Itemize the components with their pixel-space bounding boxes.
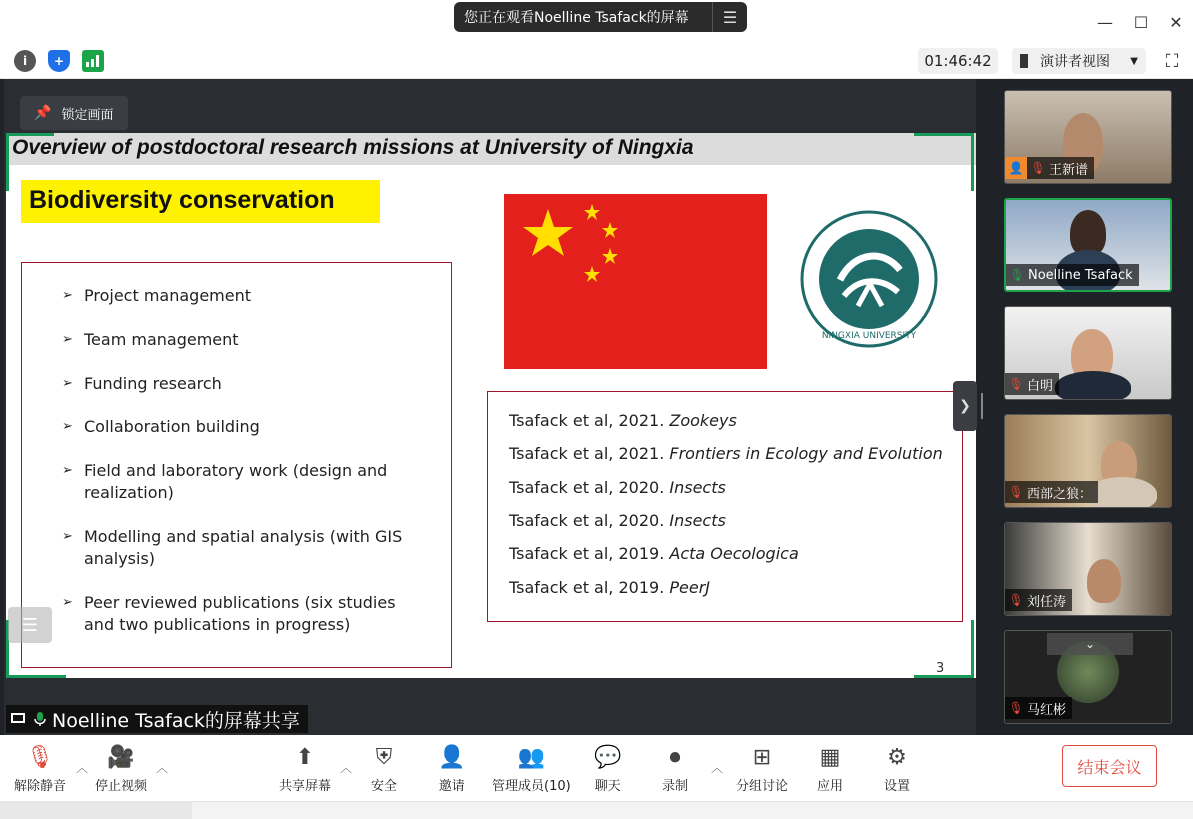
info-bar [0, 42, 1193, 79]
logo-text: NINGXIA UNIVERSITY [821, 331, 917, 341]
publication-citation: Tsafack et al, 2021. [509, 444, 670, 463]
publication-entry [509, 578, 710, 597]
participant-name-tag [1005, 697, 1072, 719]
info-icon-glyph: i [22, 54, 28, 68]
list-item-text: Funding research [84, 374, 222, 393]
publication-journal: Zookeys [669, 411, 737, 430]
arrow-bullet-icon: ➢ [62, 419, 73, 434]
view-mode-label: 演讲者视图 [1040, 54, 1110, 70]
breakout-label: 分组讨论 [736, 779, 789, 794]
view-mode-dropdown[interactable] [1012, 48, 1146, 74]
share-screen-label: 共享屏幕 [279, 779, 332, 794]
list-item-text: Project management [84, 286, 252, 305]
manage-members-button[interactable] [492, 743, 571, 794]
invite-label: 邀请 [438, 779, 465, 794]
arrow-bullet-icon: ➢ [62, 288, 73, 303]
invite-button[interactable] [438, 743, 465, 794]
mic-muted-icon: 🎙 [1008, 485, 1024, 499]
mic-active-icon: 🎙 [1009, 268, 1025, 282]
record-icon: ⏺ [669, 744, 681, 770]
participant-tile[interactable] [1004, 522, 1172, 616]
settings-label: 设置 [884, 779, 911, 794]
publication-journal: Frontiers in Ecology and Evolution [669, 444, 943, 463]
arrow-bullet-icon: ➢ [62, 376, 73, 391]
heading-highlight [21, 180, 380, 223]
stop-video-label: 停止视频 [95, 779, 148, 794]
end-meeting-button[interactable]: 结束会议 [1062, 745, 1157, 787]
microphone-icon [30, 711, 50, 727]
mic-muted-icon: 🎙 [26, 744, 54, 770]
participant-name-tag [1005, 481, 1098, 503]
lock-view-label: 锁定画面 [61, 107, 114, 123]
participant-name-tag [1006, 264, 1139, 286]
publications-box [487, 391, 963, 622]
participant-tile[interactable] [1004, 414, 1172, 508]
list-item [62, 285, 422, 307]
publication-journal: Insects [669, 478, 726, 497]
publication-entry [509, 511, 726, 530]
slide-title-bar [6, 133, 976, 165]
mic-muted-icon: 🎙 [1008, 377, 1024, 391]
publication-entry [509, 478, 726, 497]
chat-label: 聊天 [594, 779, 621, 794]
publication-journal: Insects [669, 511, 726, 530]
security-button[interactable] [371, 743, 397, 794]
settings-button[interactable] [884, 743, 910, 794]
shield-icon[interactable]: + [48, 50, 70, 72]
collapse-panel-button[interactable]: ❯ [953, 381, 977, 431]
participant-name: 王新谱 [1049, 162, 1089, 178]
record-label: 录制 [662, 779, 689, 794]
manage-members-label: 管理成员(10) [492, 779, 571, 794]
arrow-bullet-icon: ➢ [62, 332, 73, 347]
shared-screen-area [4, 79, 976, 735]
apps-label: 应用 [817, 779, 844, 794]
screen-share-icon [8, 711, 28, 727]
panel-resize-handle[interactable] [981, 393, 983, 419]
participant-tile-active-speaker[interactable] [1004, 198, 1172, 292]
slide-heading: Biodiversity conservation [29, 186, 335, 214]
chevron-up-icon[interactable]: ︿ [156, 761, 169, 775]
breakout-rooms-button[interactable] [736, 743, 788, 794]
participant-tile[interactable] [1004, 306, 1172, 400]
participant-name: 马红彬 [1027, 702, 1067, 718]
chevron-down-icon[interactable]: ⌄ [1047, 633, 1133, 655]
chevron-up-icon[interactable]: ︿ [76, 761, 89, 775]
arrow-bullet-icon: ➢ [62, 529, 73, 544]
list-item [62, 592, 422, 636]
list-item-text: Team management [84, 330, 239, 349]
publication-citation: Tsafack et al, 2020. [509, 511, 670, 530]
meeting-toolbar [0, 735, 1193, 801]
info-icon[interactable] [14, 50, 36, 72]
apps-grid-icon: ▦ [819, 744, 841, 770]
sharer-label-text: Noelline Tsafack的屏幕共享 [52, 709, 300, 732]
share-banner-text: 您正在观看Noelline Tsafack的屏幕 [464, 10, 689, 26]
publication-citation: Tsafack et al, 2019. [509, 578, 670, 597]
list-item-text: Peer reviewed publications (six studies and two publications in progress) [84, 593, 396, 634]
share-screen-icon: ⬆ [295, 744, 315, 770]
list-item [62, 373, 422, 395]
maximize-button[interactable]: ☐ [1133, 12, 1149, 32]
slide-title: Overview of postdoctoral research missions at University of Ningxia [12, 136, 694, 159]
chevron-up-icon[interactable]: ︿ [711, 761, 724, 775]
ningxia-university-logo [800, 210, 938, 348]
slide-page-number: 3 [936, 661, 945, 676]
publication-entry [509, 544, 799, 563]
list-item [62, 526, 422, 570]
meeting-timer: 01:46:42 [918, 48, 998, 74]
stop-video-button[interactable] [95, 743, 147, 794]
arrow-bullet-icon: ➢ [62, 463, 73, 478]
share-screen-button[interactable] [279, 743, 331, 794]
presentation-slide [6, 133, 976, 678]
fullscreen-icon[interactable]: ⛶ [1165, 50, 1179, 72]
breakout-icon: ⊞ [752, 744, 772, 770]
record-button[interactable] [662, 743, 688, 794]
publication-citation: Tsafack et al, 2021. [509, 411, 670, 430]
shield-icon: ⛨ [375, 744, 393, 770]
mic-muted-icon: 🎙 [1030, 161, 1046, 175]
signal-bars-icon[interactable] [82, 50, 104, 72]
selection-corner [914, 133, 974, 191]
close-button[interactable]: ✕ [1169, 12, 1183, 32]
chat-bubble-icon: 💬 [594, 744, 622, 770]
list-item [62, 460, 422, 504]
publication-citation: Tsafack et al, 2020. [509, 478, 670, 497]
participant-tile[interactable] [1004, 90, 1172, 184]
publication-journal: Acta Oecologica [669, 544, 799, 563]
list-item-text: Collaboration building [84, 417, 260, 436]
security-label: 安全 [371, 779, 398, 794]
speaker-view-icon [1020, 54, 1034, 68]
chevron-down-icon: ▼ [1130, 55, 1138, 67]
participant-tile[interactable] [1004, 630, 1172, 724]
members-icon: 👥 [517, 744, 546, 770]
add-user-icon: 👤 [438, 744, 466, 770]
participant-name-tag [1005, 373, 1059, 395]
unmute-label: 解除静音 [14, 779, 67, 794]
meeting-stage [0, 79, 1193, 735]
taskbar-strip [0, 801, 1193, 819]
china-flag-image [504, 194, 767, 369]
mic-muted-icon: 🎙 [1008, 593, 1024, 607]
participant-name: 西部之狼： [1027, 486, 1093, 502]
participant-name: 白明 [1027, 378, 1054, 394]
list-item-text: Modelling and spatial analysis (with GIS analysis) [84, 527, 403, 568]
participant-name-tag [1005, 157, 1094, 179]
mic-muted-icon: 🎙 [1008, 701, 1024, 715]
gear-icon: ⚙ [887, 744, 907, 770]
chat-button[interactable] [594, 743, 621, 794]
menu-lines-icon[interactable]: ☰ [712, 2, 747, 32]
title-bar [0, 0, 1193, 42]
apps-button[interactable] [817, 743, 843, 794]
participant-name: 刘任涛 [1027, 594, 1067, 610]
arrow-bullet-icon: ➢ [62, 595, 73, 610]
publication-journal: PeerJ [669, 578, 711, 597]
list-item [62, 416, 422, 438]
video-camera-icon: 🎥 [107, 744, 135, 770]
chevron-up-icon[interactable]: ︿ [340, 761, 353, 775]
unmute-button[interactable] [14, 743, 66, 794]
list-item [62, 329, 422, 351]
participant-name-tag [1005, 589, 1072, 611]
lock-view-button[interactable] [20, 96, 128, 130]
avatar-icon: 👤 [1005, 157, 1027, 179]
publication-entry [509, 444, 943, 463]
share-banner[interactable] [454, 2, 747, 32]
pin-icon: 📌 [34, 105, 52, 121]
minimize-button[interactable]: — [1097, 12, 1113, 32]
list-item-text: Field and laboratory work (design and realization) [84, 461, 388, 502]
sharer-label [6, 705, 308, 733]
publication-entry [509, 411, 737, 430]
responsibilities-box [21, 262, 452, 668]
annotation-menu-icon[interactable]: ☰ [8, 607, 52, 643]
participant-name: Noelline Tsafack [1028, 267, 1133, 283]
publication-citation: Tsafack et al, 2019. [509, 544, 670, 563]
